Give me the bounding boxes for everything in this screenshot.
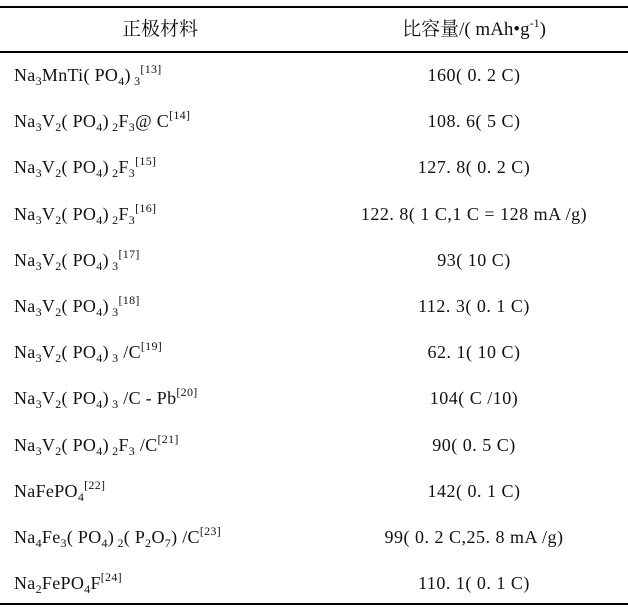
formula-subscript: 2 bbox=[108, 166, 119, 181]
formula-text: Na bbox=[14, 434, 36, 455]
formula-text: F bbox=[90, 573, 101, 594]
formula-text: V bbox=[41, 203, 56, 224]
specific-capacity-cell: 160( 0. 2 C) bbox=[427, 65, 521, 85]
formula-text: /C - Pb bbox=[118, 388, 177, 409]
formula-text: ( PO bbox=[61, 295, 97, 316]
formula-subscript: 4 bbox=[96, 304, 103, 319]
formula-text: Na bbox=[14, 573, 36, 594]
reference-marker: [15] bbox=[135, 154, 157, 169]
formula-text: Na bbox=[14, 249, 36, 270]
formula-text: Na bbox=[14, 157, 36, 178]
reference-marker: [23] bbox=[199, 523, 222, 538]
formula-text: ) /C bbox=[171, 526, 200, 547]
reference-marker: [13] bbox=[140, 62, 162, 76]
formula-text: ( PO bbox=[61, 157, 97, 178]
cathode-material-cell bbox=[14, 191, 156, 237]
formula-subscript: 3 bbox=[108, 397, 119, 412]
cathode-material-cell bbox=[14, 144, 156, 190]
formula-subscript: 2 bbox=[114, 535, 124, 550]
formula-subscript: 4 bbox=[96, 166, 103, 181]
formula-text: F bbox=[118, 434, 129, 455]
formula-subscript: 3 bbox=[108, 351, 119, 366]
header-capacity-close: ) bbox=[539, 19, 546, 40]
formula-subscript: 3 bbox=[35, 120, 42, 135]
specific-capacity-cell: 110. 1( 0. 1 C) bbox=[418, 573, 530, 594]
formula-text: Na bbox=[14, 388, 36, 409]
formula-text: ( PO bbox=[61, 111, 97, 132]
formula-text: NaFePO bbox=[14, 480, 78, 501]
reference-marker: [18] bbox=[118, 292, 140, 307]
reference-marker: [22] bbox=[84, 477, 106, 492]
cathode-material-cell bbox=[14, 560, 122, 606]
table-header bbox=[0, 8, 628, 51]
formula-text: Fe bbox=[41, 526, 61, 547]
table-bottom-rule bbox=[0, 603, 628, 605]
specific-capacity-cell: 127. 8( 0. 2 C) bbox=[417, 157, 531, 178]
formula-text: ) bbox=[102, 157, 109, 178]
cathode-material-cell bbox=[14, 468, 105, 514]
formula-text: ( PO bbox=[61, 249, 97, 270]
formula-text: MnTi( PO bbox=[41, 65, 119, 85]
formula-text: ) bbox=[102, 203, 109, 224]
formula-subscript: 4 bbox=[96, 443, 103, 458]
formula-subscript: 3 bbox=[35, 443, 42, 458]
formula-text: ) bbox=[107, 526, 115, 547]
reference-marker: [21] bbox=[157, 431, 179, 446]
formula-subscript: 2 bbox=[55, 443, 62, 458]
formula-subscript: 3 bbox=[35, 212, 42, 227]
formula-text: ) bbox=[124, 65, 131, 85]
formula-text: ) bbox=[102, 388, 109, 409]
formula-subscript: 3 bbox=[128, 212, 136, 227]
formula-subscript: 2 bbox=[55, 397, 62, 412]
formula-text: V bbox=[41, 342, 56, 363]
formula-text: ) bbox=[102, 434, 109, 455]
cathode-material-cell bbox=[14, 52, 162, 98]
formula-text: F bbox=[118, 157, 129, 178]
table-row bbox=[0, 560, 628, 606]
formula-subscript: 4 bbox=[77, 489, 85, 504]
formula-text: ) bbox=[102, 111, 109, 132]
formula-subscript: 2 bbox=[145, 535, 152, 550]
reference-marker: [16] bbox=[135, 200, 157, 215]
formula-text: /C bbox=[135, 434, 158, 455]
formula-subscript: 2 bbox=[108, 212, 119, 227]
formula-text: ) bbox=[102, 295, 109, 316]
cathode-material-cell bbox=[14, 514, 221, 560]
table-row bbox=[0, 375, 628, 421]
cathode-material-cell bbox=[14, 422, 179, 468]
formula-text: ( PO bbox=[61, 342, 97, 363]
reference-marker: [14] bbox=[169, 108, 191, 123]
header-capacity-text: 比容量/( mAh•g bbox=[402, 19, 530, 40]
formula-subscript: 2 bbox=[55, 304, 62, 319]
table-row bbox=[0, 191, 628, 237]
table-row bbox=[0, 98, 628, 144]
cathode-material-cell bbox=[14, 98, 190, 144]
formula-text: V bbox=[41, 434, 56, 455]
specific-capacity-cell: 90( 0. 5 C) bbox=[432, 434, 516, 455]
formula-text: ( PO bbox=[61, 434, 97, 455]
formula-subscript: 7 bbox=[164, 535, 172, 550]
specific-capacity-cell: 108. 6( 5 C) bbox=[427, 111, 521, 132]
formula-subscript: 4 bbox=[96, 212, 103, 227]
formula-subscript: 2 bbox=[55, 258, 62, 273]
specific-capacity-cell: 104( C /10) bbox=[429, 388, 519, 409]
table-row bbox=[0, 52, 628, 98]
specific-capacity-cell: 99( 0. 2 C,25. 8 mA /g) bbox=[384, 526, 564, 547]
formula-text: ( PO bbox=[66, 526, 102, 547]
formula-subscript: 4 bbox=[96, 351, 103, 366]
formula-text: Na bbox=[14, 342, 36, 363]
cathode-material-cell bbox=[14, 283, 140, 329]
formula-text: F bbox=[118, 203, 129, 224]
formula-text: O bbox=[151, 526, 165, 547]
formula-subscript: 3 bbox=[108, 258, 119, 273]
formula-text: V bbox=[41, 249, 56, 270]
formula-text: Na bbox=[14, 203, 36, 224]
formula-subscript: 3 bbox=[35, 351, 42, 366]
formula-subscript: 4 bbox=[101, 535, 108, 550]
table-row bbox=[0, 422, 628, 468]
formula-text: FePO bbox=[41, 573, 85, 594]
formula-subscript: 3 bbox=[35, 397, 42, 412]
table-row bbox=[0, 514, 628, 560]
reference-marker: [20] bbox=[176, 385, 198, 400]
formula-subscript: 2 bbox=[55, 120, 62, 135]
formula-subscript: 2 bbox=[35, 582, 42, 597]
header-specific-capacity bbox=[320, 8, 628, 51]
formula-subscript: 2 bbox=[55, 351, 62, 366]
formula-subscript: 3 bbox=[35, 304, 42, 319]
table-row bbox=[0, 237, 628, 283]
formula-subscript: 3 bbox=[60, 535, 67, 550]
header-cathode-material: 正极材料 bbox=[121, 19, 198, 40]
table-body bbox=[0, 52, 628, 606]
formula-text: Na bbox=[14, 526, 36, 547]
formula-subscript: 2 bbox=[108, 443, 119, 458]
formula-text: ( P bbox=[123, 526, 146, 547]
header-capacity-exponent: -1 bbox=[529, 16, 540, 30]
formula-text: V bbox=[41, 388, 56, 409]
formula-subscript: 4 bbox=[84, 582, 91, 597]
formula-subscript: 2 bbox=[55, 166, 62, 181]
formula-subscript: 2 bbox=[55, 212, 62, 227]
formula-text: V bbox=[41, 295, 56, 316]
formula-text: ( PO bbox=[61, 388, 97, 409]
table-row bbox=[0, 144, 628, 190]
formula-subscript: 3 bbox=[35, 74, 42, 88]
formula-subscript: 2 bbox=[108, 120, 119, 135]
formula-subscript: 3 bbox=[128, 443, 136, 458]
formula-text: ) bbox=[102, 342, 109, 363]
specific-capacity-cell: 112. 3( 0. 1 C) bbox=[418, 295, 530, 316]
formula-subscript: 4 bbox=[96, 258, 103, 273]
specific-capacity-cell: 122. 8( 1 C,1 C = 128 mA /g) bbox=[360, 203, 588, 224]
formula-subscript: 4 bbox=[96, 120, 103, 135]
table-row bbox=[0, 283, 628, 329]
cathode-material-cell bbox=[14, 375, 198, 421]
formula-subscript: 4 bbox=[35, 535, 42, 550]
formula-text: /C bbox=[118, 342, 141, 363]
reference-marker: [24] bbox=[100, 570, 122, 585]
formula-text: Na bbox=[14, 65, 36, 85]
formula-subscript: 3 bbox=[35, 166, 42, 181]
formula-subscript: 3 bbox=[130, 74, 141, 88]
formula-text: @ C bbox=[135, 111, 170, 132]
cathode-material-cell bbox=[14, 237, 140, 283]
specific-capacity-cell: 142( 0. 1 C) bbox=[427, 480, 521, 501]
formula-subscript: 3 bbox=[128, 120, 136, 135]
formula-subscript: 4 bbox=[96, 397, 103, 412]
formula-text: V bbox=[41, 111, 56, 132]
formula-subscript: 4 bbox=[118, 74, 125, 88]
formula-text: ( PO bbox=[61, 203, 97, 224]
formula-text: Na bbox=[14, 111, 36, 132]
formula-subscript: 3 bbox=[35, 258, 42, 273]
reference-marker: [19] bbox=[140, 339, 163, 354]
formula-subscript: 3 bbox=[108, 304, 119, 319]
formula-text: ) bbox=[102, 249, 109, 270]
cathode-material-cell bbox=[14, 329, 162, 375]
specific-capacity-cell: 93( 10 C) bbox=[437, 249, 511, 270]
formula-text: V bbox=[41, 157, 56, 178]
formula-text: Na bbox=[14, 295, 36, 316]
reference-marker: [17] bbox=[118, 246, 140, 261]
specific-capacity-cell: 62. 1( 10 C) bbox=[427, 342, 521, 363]
table-row bbox=[0, 468, 628, 514]
formula-subscript: 3 bbox=[128, 166, 136, 181]
table-row bbox=[0, 329, 628, 375]
formula-text: F bbox=[118, 111, 129, 132]
